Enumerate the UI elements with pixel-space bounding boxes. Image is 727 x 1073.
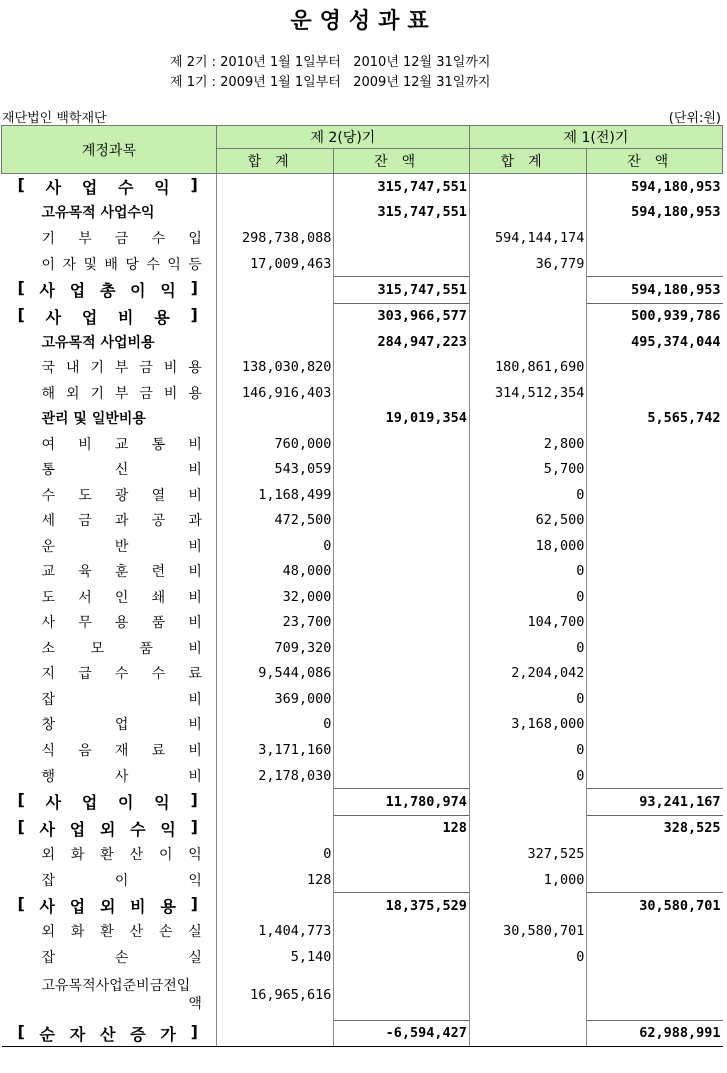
prior-balance-cell: 5,565,742 [587,406,723,432]
table-row [2,355,723,381]
account-cell [2,712,217,738]
account-cell [2,508,217,534]
header-prior-total: 합계 [469,149,586,174]
current-total-cell: 1,168,499 [216,482,333,508]
table-row [2,815,723,841]
table-row [2,251,723,277]
prior-balance-cell: 30,580,701 [587,893,723,919]
prior-total-cell: 1,000 [469,867,586,893]
table-row [2,635,723,661]
prior-balance-cell [587,533,723,559]
current-total-cell [216,277,333,304]
account-label: 이 자 및 배 당 수 익 등 [41,256,202,273]
table-row [2,482,723,508]
account-cell [2,919,217,945]
current-total-cell: 0 [216,712,333,738]
account-label: 식 음 재 료 비 [41,742,202,759]
account-cell [2,737,217,763]
prior-total-cell [469,789,586,816]
current-total-cell: 138,030,820 [216,355,333,381]
table-row [2,737,723,763]
organization-name: 재단법인 백학재단 [2,111,107,126]
prior-total-cell: 2,204,042 [469,661,586,687]
current-total-cell: 0 [216,533,333,559]
table-row [2,225,723,251]
prior-total-cell: 0 [469,584,586,610]
prior-total-cell: 30,580,701 [469,919,586,945]
prior-total-cell [469,815,586,841]
current-total-cell: 146,916,403 [216,380,333,406]
current-balance-cell: 315,747,551 [334,200,470,226]
table-row [2,1020,723,1047]
account-cell [2,763,217,789]
account-label: 잡 이 익 [41,872,202,889]
account-cell [2,174,217,200]
period-current: 제 2기 : 2010년 1월 1일부터 2010년 12월 31일까지 [170,55,491,70]
prior-total-cell: 594,144,174 [469,225,586,251]
account-cell [2,970,217,1021]
current-total-cell: 1,404,773 [216,919,333,945]
current-balance-cell [334,559,470,585]
prior-total-cell: 5,700 [469,457,586,483]
current-total-cell [216,303,333,329]
account-label: 국 내 기 부 금 비 용 [41,360,202,377]
account-label: [ 순 자 산 증 가 ] [17,1021,198,1044]
account-label: 창 업 비 [41,717,202,734]
current-total-cell: 16,965,616 [216,970,333,1021]
period-prior: 제 1기 : 2009년 1월 1일부터 2009년 12월 31일까지 [170,75,491,90]
current-balance-cell: 18,375,529 [334,893,470,919]
header-prior-period: 제 1(전)기 [469,126,722,149]
table-row [2,559,723,585]
account-label: 해 외 기 부 금 비 용 [41,385,202,402]
current-total-cell: 17,009,463 [216,251,333,277]
prior-balance-cell: 594,180,953 [587,174,723,200]
prior-total-cell [469,200,586,226]
current-balance-cell [334,533,470,559]
current-total-cell: 48,000 [216,559,333,585]
account-cell [2,303,217,329]
account-label: 세 금 과 공 과 [41,513,202,530]
account-label: 고유목적 사업비용 [41,334,155,351]
current-total-cell: 709,320 [216,635,333,661]
account-cell [2,380,217,406]
current-balance-cell: -6,594,427 [334,1020,470,1047]
account-cell [2,559,217,585]
account-label: 도 서 인 쇄 비 [41,589,202,606]
table-row [2,533,723,559]
prior-total-cell [469,970,586,1021]
prior-total-cell: 0 [469,763,586,789]
prior-balance-cell [587,508,723,534]
table-row [2,174,723,200]
prior-balance-cell: 594,180,953 [587,277,723,304]
current-balance-cell [334,712,470,738]
current-balance-cell [334,661,470,687]
current-total-cell: 298,738,088 [216,225,333,251]
table-row [2,508,723,534]
operating-results-table [1,125,723,1047]
prior-balance-cell [587,559,723,585]
prior-balance-cell [587,841,723,867]
account-cell [2,893,217,919]
header-current-total: 합계 [216,149,333,174]
current-total-cell: 2,178,030 [216,763,333,789]
account-label: 운 반 비 [41,538,202,555]
account-cell [2,277,217,304]
current-balance-cell [334,635,470,661]
prior-total-cell: 327,525 [469,841,586,867]
account-label: 지 급 수 수 료 [41,666,202,683]
prior-total-cell [469,1020,586,1047]
prior-balance-cell [587,225,723,251]
account-cell [2,482,217,508]
current-balance-cell [334,225,470,251]
prior-balance-cell: 328,525 [587,815,723,841]
prior-balance-cell: 495,374,044 [587,329,723,355]
account-label: [ 사 업 외 수 익 ] [17,816,198,839]
current-balance-cell [334,380,470,406]
table-row [2,867,723,893]
account-label: 외 화 환 산 손 실 [41,924,202,941]
account-label: [ 사 업 총 이 익 ] [17,278,198,301]
account-cell [2,789,217,816]
account-cell [2,1020,217,1047]
current-total-cell [216,789,333,816]
current-total-cell: 0 [216,841,333,867]
current-total-cell [216,200,333,226]
prior-balance-cell [587,355,723,381]
prior-balance-cell [587,712,723,738]
account-label-line2: 액 [188,995,202,1012]
table-row [2,277,723,304]
current-total-cell: 472,500 [216,508,333,534]
prior-balance-cell [587,431,723,457]
account-label: [ 사 업 비 용 ] [17,304,198,327]
current-balance-cell [334,584,470,610]
prior-total-cell [469,303,586,329]
account-cell [2,406,217,432]
current-total-cell: 760,000 [216,431,333,457]
table-row [2,610,723,636]
current-total-cell: 23,700 [216,610,333,636]
current-balance-cell: 128 [334,815,470,841]
current-balance-cell: 303,966,577 [334,303,470,329]
current-total-cell: 3,171,160 [216,737,333,763]
current-balance-cell [334,841,470,867]
table-row [2,763,723,789]
prior-balance-cell [587,610,723,636]
prior-balance-cell [587,661,723,687]
account-cell [2,610,217,636]
prior-balance-cell [587,380,723,406]
current-total-cell [216,893,333,919]
prior-balance-cell [587,635,723,661]
table-row [2,431,723,457]
table-row [2,686,723,712]
prior-balance-cell: 500,939,786 [587,303,723,329]
prior-balance-cell: 93,241,167 [587,789,723,816]
current-balance-cell: 315,747,551 [334,174,470,200]
current-total-cell: 128 [216,867,333,893]
account-cell [2,661,217,687]
prior-total-cell [469,406,586,432]
prior-total-cell: 0 [469,737,586,763]
table-row [2,841,723,867]
prior-total-cell: 0 [469,944,586,970]
header-current-period: 제 2(당)기 [216,126,469,149]
account-label: 관리 및 일반비용 [41,411,146,428]
prior-total-cell: 0 [469,482,586,508]
prior-total-cell: 180,861,690 [469,355,586,381]
prior-balance-cell [587,584,723,610]
prior-total-cell [469,329,586,355]
current-balance-cell [334,867,470,893]
current-total-cell: 369,000 [216,686,333,712]
table-row [2,944,723,970]
prior-total-cell: 62,500 [469,508,586,534]
prior-balance-cell [587,919,723,945]
header-account: 계정과목 [2,126,217,174]
current-balance-cell [334,763,470,789]
prior-total-cell: 0 [469,686,586,712]
prior-total-cell: 0 [469,635,586,661]
current-total-cell [216,174,333,200]
current-balance-cell [334,355,470,381]
account-cell [2,867,217,893]
account-cell [2,225,217,251]
prior-balance-cell [587,867,723,893]
account-cell [2,635,217,661]
current-balance-cell [334,251,470,277]
account-label: 수 도 광 열 비 [41,487,202,504]
current-balance-cell: 19,019,354 [334,406,470,432]
current-balance-cell [334,737,470,763]
prior-balance-cell [587,251,723,277]
prior-balance-cell: 594,180,953 [587,200,723,226]
account-label: 고유목적 사업수익 [41,205,155,222]
current-total-cell: 5,140 [216,944,333,970]
current-balance-cell [334,431,470,457]
current-balance-cell [334,944,470,970]
prior-balance-cell: 62,988,991 [587,1020,723,1047]
current-total-cell [216,329,333,355]
prior-total-cell [469,174,586,200]
prior-balance-cell [587,737,723,763]
account-label: [ 사 업 이 익 ] [17,790,198,813]
current-balance-cell: 315,747,551 [334,277,470,304]
current-total-cell: 543,059 [216,457,333,483]
prior-total-cell: 36,779 [469,251,586,277]
header-prior-balance: 잔액 [587,149,723,174]
account-label: 잡 손 실 [41,949,202,966]
prior-balance-cell [587,944,723,970]
prior-balance-cell [587,970,723,1021]
account-label: 통 신 비 [41,462,202,479]
account-label: 여 비 교 통 비 [41,436,202,453]
table-row [2,970,723,1021]
table-row [2,406,723,432]
account-cell [2,251,217,277]
current-balance-cell [334,482,470,508]
table-row [2,303,723,329]
table-row [2,712,723,738]
account-cell [2,815,217,841]
current-balance-cell: 284,947,223 [334,329,470,355]
account-cell [2,533,217,559]
prior-total-cell: 0 [469,559,586,585]
header-current-balance: 잔액 [334,149,470,174]
prior-total-cell: 2,800 [469,431,586,457]
page-title: 운영성과표 [290,9,437,34]
prior-balance-cell [587,482,723,508]
current-balance-cell [334,508,470,534]
account-cell [2,686,217,712]
prior-total-cell: 314,512,354 [469,380,586,406]
table-row [2,457,723,483]
account-cell [2,841,217,867]
account-label: 기 부 금 수 입 [41,230,202,247]
prior-total-cell: 104,700 [469,610,586,636]
account-label: 행 사 비 [41,768,202,785]
account-cell [2,355,217,381]
table-row [2,329,723,355]
account-label: 잡 비 [41,691,202,708]
current-total-cell [216,1020,333,1047]
unit-label: (단위:원) [668,111,721,126]
prior-total-cell: 3,168,000 [469,712,586,738]
account-label: 교 육 훈 련 비 [41,564,202,581]
current-total-cell: 32,000 [216,584,333,610]
table-row [2,893,723,919]
account-label: 소 모 품 비 [41,640,202,657]
current-balance-cell [334,919,470,945]
current-total-cell [216,815,333,841]
account-cell [2,457,217,483]
table-row [2,919,723,945]
table-row [2,200,723,226]
prior-total-cell [469,277,586,304]
prior-total-cell [469,893,586,919]
current-balance-cell [334,610,470,636]
table-row [2,661,723,687]
current-balance-cell [334,970,470,1021]
table-row [2,584,723,610]
account-label: 고유목적사업준비금전입 [41,977,191,994]
prior-balance-cell [587,686,723,712]
current-balance-cell [334,686,470,712]
table-row [2,789,723,816]
account-cell [2,329,217,355]
account-label: [ 사 업 수 익 ] [17,175,198,198]
account-label: 사 무 용 품 비 [41,615,202,632]
account-cell [2,944,217,970]
prior-total-cell: 18,000 [469,533,586,559]
account-cell [2,584,217,610]
current-balance-cell [334,457,470,483]
account-cell [2,431,217,457]
current-total-cell [216,406,333,432]
current-balance-cell: 11,780,974 [334,789,470,816]
prior-balance-cell [587,457,723,483]
prior-balance-cell [587,763,723,789]
table-row [2,380,723,406]
account-label: [ 사 업 외 비 용 ] [17,894,198,916]
account-cell [2,200,217,226]
current-total-cell: 9,544,086 [216,661,333,687]
account-label: 외 화 환 산 이 익 [41,846,202,863]
